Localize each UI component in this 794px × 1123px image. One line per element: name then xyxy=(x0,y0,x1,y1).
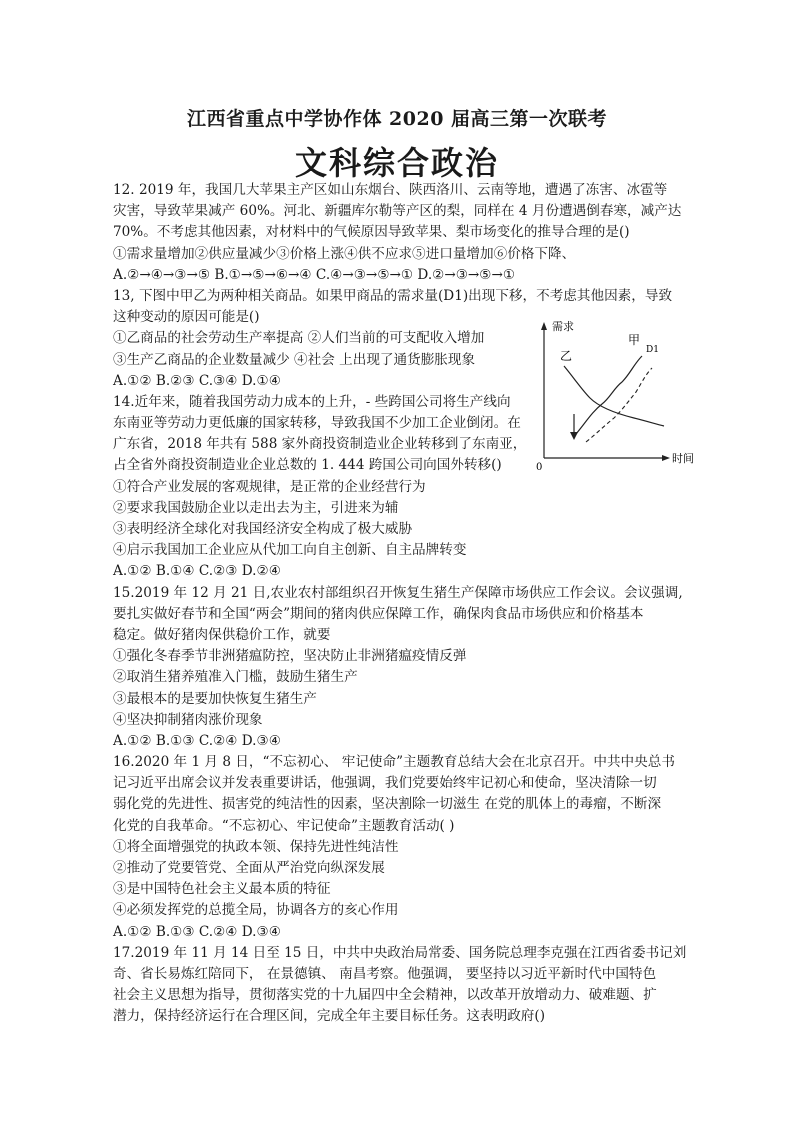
text-line: A.①② B.①③ C.②④ D.③④ xyxy=(113,732,281,749)
text-line: 70%。不考虑其他因素，对材料中的气候原因导致苹果、梨市场变化的推导合理的是() xyxy=(113,224,630,241)
curve-jia-shifted xyxy=(586,368,652,442)
text-line: 15.2019 年 12 月 21 日,农业农村部组织召开恢复生猪生产保障市场供应工作会议。会议强调, xyxy=(113,584,683,601)
text-line: 13, 下图中甲乙为两种相关商品。如果甲商品的需求量(D1)出现下移，不考虑其他因素，导致 xyxy=(113,287,673,304)
text-line: 要扎实做好春节和全国“两会”期间的猪肉供应保障工作，确保肉食品市场供应和价格基本 xyxy=(113,605,644,622)
text-line: ③生产乙商品的企业数量减少 ④社会 上出现了通货膨胀现象 xyxy=(113,351,476,368)
x-axis-arrow xyxy=(662,455,670,461)
subject-title: 文科综合政治 xyxy=(294,144,499,182)
text-line: ②推动了党要管党、全面从严治党向纵深发展 xyxy=(113,860,385,876)
text-line: ①将全面增强党的执政本领、保持先进性纯洁性 xyxy=(113,838,399,855)
series-label-jia: 甲 xyxy=(628,333,641,347)
text-line: ①强化冬春季节非洲猪瘟防控，坚决防止非洲猪瘟疫情反弹 xyxy=(113,648,467,665)
text-line: ④必须发挥党的总揽全局，协调各方的亥心作用 xyxy=(113,902,399,919)
text-line: 潜力，保持经济运行在合理区间，完成全年主要目标任务。这表明政府() xyxy=(113,1008,546,1025)
text-line: 12. 2019 年，我国几大苹果主产区如山东烟台、陕西洛川、云南等地，遭遇了冻害、冰雹等 xyxy=(113,182,668,198)
series-label-yi: 乙 xyxy=(560,349,573,363)
text-line: 17.2019 年 11 月 14 日至 15 日，中共中央政治局常委、国务院总理李克强在江西省委书记刘 xyxy=(113,944,687,961)
x-axis-label: 时间 xyxy=(672,452,694,465)
text-line: 东南亚等劳动力更低廉的国家转移，导致我国不少加工企业倒闭。在 xyxy=(113,415,521,432)
text-line: A.①② B.①④ C.②③ D.②④ xyxy=(113,563,281,580)
demand-chart xyxy=(534,316,694,474)
text-line: ③最根本的是要加快恢复生猪生产 xyxy=(113,690,317,707)
text-line: ①需求量增加②供应量减少③价格上涨④供不应求⑤进口量增加⑥价格下降、 xyxy=(113,245,576,262)
text-line: ③表明经济全球化对我国经济安全构成了极大威胁 xyxy=(113,521,413,537)
text-line: 社会主义思想为指导，贯彻落实党的十九届四中全会精神，以改革开放增动力、破难题、扩 xyxy=(113,987,657,1004)
text-line: 弱化党的先进性、损害党的纯洁性的因素，坚决割除一切滋生 在党的肌体上的毒瘤，不断深 xyxy=(113,796,662,813)
text-line: 记习近平出席会议并发表重要讲话，他强调，我们党要始终牢记初心和使命，坚决清除一切 xyxy=(113,775,657,792)
text-line: 广东省，2018 年共有 588 家外商投资制造业企业转移到了东南亚， xyxy=(113,436,527,453)
text-line: ②取消生猪养殖准入门槛，鼓励生猪生产 xyxy=(113,669,358,686)
text-line: 化党的自我革命。“不忘初心、牢记使命”主题教育活动( ) xyxy=(113,817,455,834)
question-body xyxy=(113,180,693,1028)
text-line: 奇、省长易炼红陪同下， 在景德镇、 南昌考察。他强调， 要坚持以习近平新时代中国特色 xyxy=(113,965,657,982)
shift-arrow-head xyxy=(570,432,578,440)
text-line: 这种变动的原因可能是() xyxy=(113,309,260,326)
text-line: ②要求我国鼓励企业以走出去为主，引进来为辅 xyxy=(113,499,399,516)
text-line: ④启示我国加工企业应从代加工向自主创新、自主品牌转变 xyxy=(113,542,467,559)
text-line: ①乙商品的社会劳动生产率提高 ②人们当前的可支配收入增加 xyxy=(113,330,485,347)
text-line: ③是中国特色社会主义最本质的特征 xyxy=(113,881,331,898)
curve-label-d1: D1 xyxy=(646,345,659,355)
origin-label: 0 xyxy=(536,462,543,473)
y-axis-label: 需求 xyxy=(552,320,574,333)
curve-yi xyxy=(564,366,664,426)
text-line: A.①② B.②③ C.③④ D.①④ xyxy=(113,372,281,389)
exam-title: 江西省重点中学协作体 2020 届高三第一次联考 xyxy=(186,108,608,130)
text-line: ④坚决抑制猪肉涨价现象 xyxy=(113,711,263,728)
text-line: ①符合产业发展的客观规律，是正常的企业经营行为 xyxy=(113,478,426,495)
text-line: A.②→④→③→⑤ B.①→⑤→⑥→④ C.④→③→⑤→① D.②→③→⑤→① xyxy=(113,266,516,283)
y-axis-arrow xyxy=(541,322,547,330)
text-line: 稳定。做好猪肉保供稳价工作，就要 xyxy=(113,626,331,643)
text-line: 14.近年来，随着我国劳动力成本的上升，- 些跨国公司将生产线向 xyxy=(113,393,511,410)
text-line: 16.2020 年 1 月 8 日，“不忘初心、 牢记使命”主题教育总结大会在北京召开。中共中央总书 xyxy=(113,754,675,771)
text-line: 灾害，导致苹果减产 60%。河北、新疆库尔勒等产区的梨，同样在 4 月份遭遇倒春寒，减产达 xyxy=(113,203,682,220)
text-line: A.①② B.①③ C.②④ D.③④ xyxy=(113,923,281,940)
text-line: 占全省外商投资制造业企业总数的 1. 444 跨国公司向国外转移() xyxy=(113,457,502,474)
